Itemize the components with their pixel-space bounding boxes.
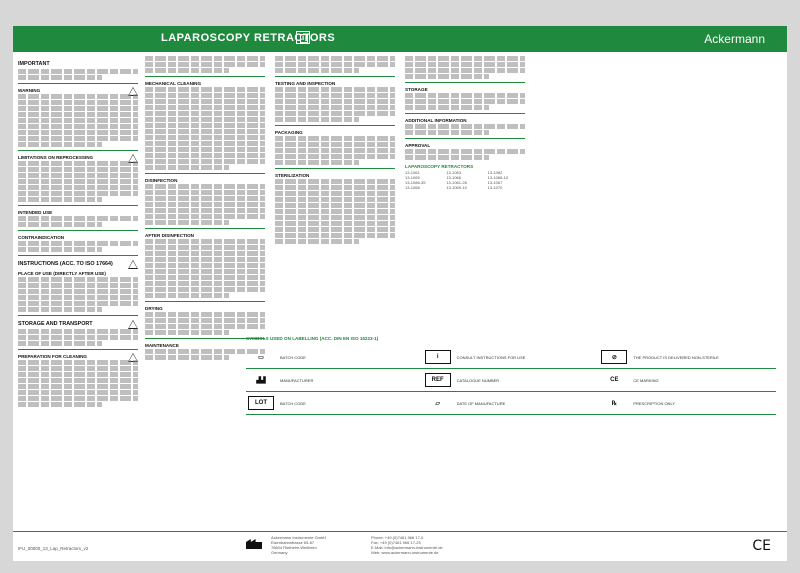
brand-logo: Ackermann bbox=[704, 32, 765, 46]
item-number: 13-1065 bbox=[405, 175, 420, 180]
heading-storage: STORAGE AND TRANSPORT bbox=[18, 321, 93, 327]
heading-storage-2: STORAGE bbox=[405, 87, 428, 92]
item-number: 13-1069-10 bbox=[446, 185, 467, 190]
footer bbox=[13, 531, 787, 562]
symbols-legend bbox=[246, 336, 776, 518]
item-number: 13-1066-10 bbox=[487, 175, 509, 180]
symbol-row: i CONSULT INSTRUCTIONS FOR USE bbox=[423, 346, 600, 369]
manufacturer-icon: ▟▟ bbox=[256, 377, 266, 384]
heading-warning: WARNING bbox=[18, 88, 41, 93]
item-number: 13-1068 bbox=[405, 185, 420, 190]
document-title: LAPAROSCOPY RETRACTORS bbox=[161, 32, 336, 44]
document-page bbox=[13, 26, 787, 561]
heading-important: IMPORTANT bbox=[18, 61, 50, 67]
item-number: 13-1061-26 bbox=[446, 180, 467, 185]
consult-instructions-icon bbox=[296, 31, 310, 44]
heading-preparation: PREPARATION FOR CLEANING bbox=[18, 354, 87, 359]
non-sterile-icon: ⊘ bbox=[601, 350, 627, 364]
column-3 bbox=[275, 56, 395, 245]
heading-contraindication: CONTRAINDICATION bbox=[18, 235, 65, 240]
heading-packaging: PACKAGING bbox=[275, 130, 303, 135]
manufacturer-contact: Phone: +49 (0)7461 966 17-0 Fax: +49 (0)7461 966 17-25 E-Mail: info@ackermann-instrumente.de Web: www.ackermann-instrumente.de bbox=[371, 535, 443, 555]
symbol-row: REF CATALOGUE NUMBER bbox=[423, 369, 600, 392]
heading-instructions: INSTRUCTIONS (ACC. TO ISO 17664) bbox=[18, 261, 113, 267]
heading-sterilization: STERILIZATION bbox=[275, 173, 310, 178]
rx-only-icon: ℞ bbox=[611, 400, 618, 407]
heading-mechanical-cleaning: MECHANICAL CLEANING bbox=[145, 81, 202, 86]
column-2 bbox=[145, 56, 265, 361]
symbol-row: LOT BATCH CODE bbox=[246, 392, 423, 415]
symbol-row: ℞ PRESCRIPTION ONLY bbox=[599, 392, 776, 415]
document-id: IFU_00000_13_Lap_Retractors_v2 bbox=[18, 546, 89, 551]
item-number: 13-1082 bbox=[487, 170, 503, 175]
symbol-row: ▱ DATE OF MANUFACTURE bbox=[423, 392, 600, 415]
heading-approval: APPROVAL bbox=[405, 143, 431, 148]
symbols-title: SYMBOLS USED ON LABELLING (ACC. DIN EN ISO 15223-1) bbox=[246, 336, 379, 341]
item-number: 13-1061 bbox=[405, 170, 420, 175]
ce-mark-icon: CE bbox=[610, 377, 619, 383]
heading-place-of-use: PLACE OF USE (DIRECTLY AFTER USE) bbox=[18, 271, 106, 276]
heading-drying: DRYING bbox=[145, 306, 163, 311]
warning-icon bbox=[128, 320, 138, 329]
manufacturer-address: Ackermann Instrumente GmbH Eisenbahnstrasse 65-67 78604 Rietheim-Weilheim Germany bbox=[271, 535, 327, 555]
symbol-row: ▟▟ MANUFACTURER bbox=[246, 369, 423, 392]
heading-items: LAPAROSCOPY RETRACTORS bbox=[405, 164, 474, 169]
symbol-row: ⊘ THE PRODUCT IS DELIVERED NON-STERILE bbox=[599, 346, 776, 369]
heading-testing: TESTING AND INSPECTION bbox=[275, 81, 336, 86]
consult-instructions-icon: i bbox=[425, 350, 451, 364]
item-number: 13-1066 bbox=[446, 175, 462, 180]
item-table bbox=[405, 170, 525, 190]
heading-additional: ADDITIONAL INFORMATION bbox=[405, 118, 467, 123]
header-bar bbox=[13, 26, 787, 52]
manufacturer-icon bbox=[246, 539, 262, 549]
item-number: 13-1063 bbox=[446, 170, 462, 175]
item-number: 13-1070 bbox=[487, 185, 503, 190]
column-4 bbox=[405, 56, 525, 190]
lot-icon: LOT bbox=[248, 396, 274, 410]
batch-code-icon: ▭ bbox=[258, 354, 264, 361]
symbol-row: CE CE MARKING bbox=[599, 369, 776, 392]
ce-mark: CE bbox=[752, 538, 771, 554]
heading-intended-use: INTENDED USE bbox=[18, 210, 53, 215]
item-number: 13-1067 bbox=[487, 180, 503, 185]
heading-disinfection: DISINFECTION bbox=[145, 178, 178, 183]
item-number: 13-1086-35 bbox=[405, 180, 426, 185]
heading-limitations: LIMITATIONS ON REPROCESSING bbox=[18, 155, 94, 160]
ref-icon: REF bbox=[425, 373, 451, 387]
heading-maintenance: MAINTENANCE bbox=[145, 343, 179, 348]
date-icon: ▱ bbox=[435, 400, 440, 407]
heading-after-disinfection: AFTER DISINFECTION bbox=[145, 233, 194, 238]
column-1 bbox=[18, 56, 138, 408]
warning-icon bbox=[128, 260, 138, 269]
symbol-row: ▭ BATCH CODE bbox=[246, 346, 423, 369]
